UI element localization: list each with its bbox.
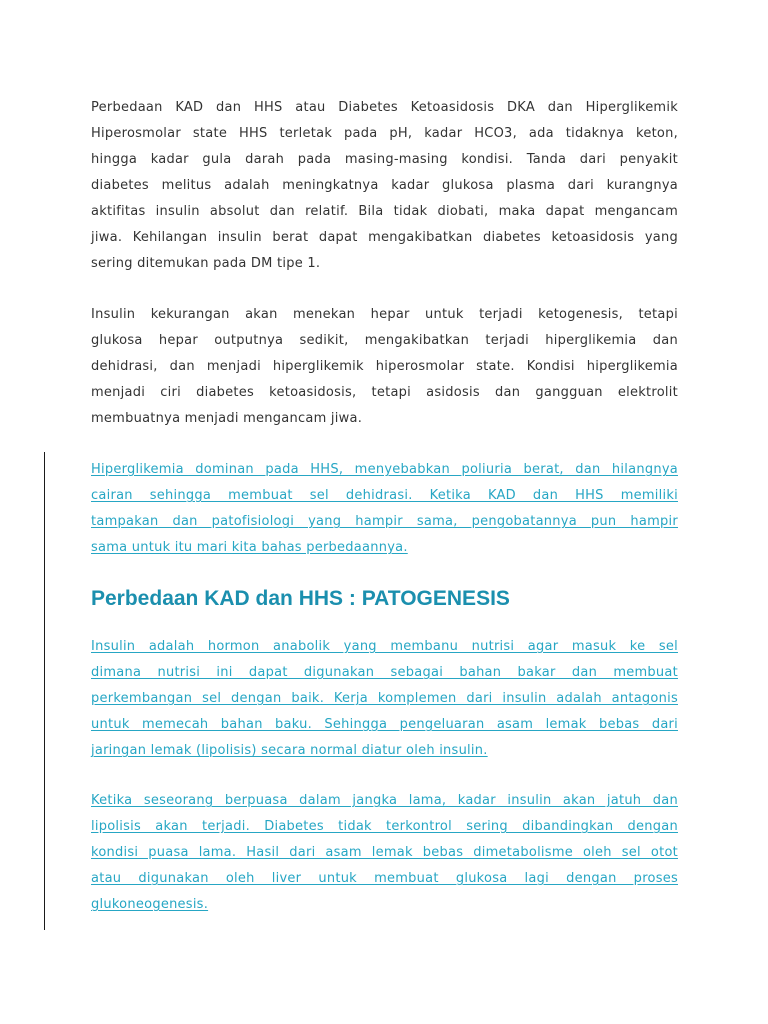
link-paragraph-fasting[interactable]: [91, 788, 678, 918]
link-line[interactable]: Ketika seseorang berpuasa dalam jangka lama, kadar insulin akan jatuh dan: [91, 793, 678, 808]
link-line[interactable]: jaringan lemak (lipolisis) secara normal diatur oleh insulin.: [91, 743, 488, 758]
link-line[interactable]: lipolisis akan terjadi. Diabetes tidak terkontrol sering dibandingkan dengan: [91, 819, 678, 834]
text-line: aktifitas insulin absolut dan relatif. Bila tidak diobati, maka dapat mengancam: [91, 204, 678, 219]
text-line: Hiperosmolar state HHS terletak pada pH, kadar HCO3, ada tidaknya keton,: [91, 126, 678, 141]
link-line[interactable]: atau digunakan oleh liver untuk membuat glukosa lagi dengan proses: [91, 871, 678, 886]
margin-rule: [44, 452, 45, 930]
link-line[interactable]: glukoneogenesis.: [91, 897, 209, 912]
paragraph-insulin-deficiency: [91, 302, 678, 432]
link-line[interactable]: tampakan dan patofisiologi yang hampir sama, pengobatannya pun hampir: [91, 514, 678, 529]
section-heading: Perbedaan KAD dan HHS : PATOGENESIS: [91, 587, 510, 610]
paragraph-intro: [91, 95, 678, 277]
link-line[interactable]: dimana nutrisi ini dapat digunakan sebagai bahan bakar dan membuat: [91, 665, 678, 680]
text-line: dehidrasi, dan menjadi hiperglikemik hiperosmolar state. Kondisi hiperglikemia: [91, 359, 678, 374]
link-line[interactable]: perkembangan sel dengan baik. Kerja komplemen dari insulin adalah antagonis: [91, 691, 678, 706]
link-line[interactable]: kondisi puasa lama. Hasil dari asam lemak bebas dimetabolisme oleh sel otot: [91, 845, 678, 860]
link-line[interactable]: sama untuk itu mari kita bahas perbedaannya.: [91, 540, 408, 555]
link-line[interactable]: Hiperglikemia dominan pada HHS, menyebabkan poliuria berat, dan hilangnya: [91, 462, 678, 477]
text-line: hingga kadar gula darah pada masing-masing kondisi. Tanda dari penyakit: [91, 152, 678, 167]
link-line[interactable]: untuk memecah bahan baku. Sehingga pengeluaran asam lemak bebas dari: [91, 717, 678, 732]
text-line: menjadi ciri diabetes ketoasidosis, tetapi asidosis dan gangguan elektrolit: [91, 385, 678, 400]
link-paragraph-insulin-role[interactable]: [91, 634, 678, 764]
text-line: membuatnya menjadi mengancam jiwa.: [91, 411, 363, 426]
text-line: glukosa hepar outputnya sedikit, mengakibatkan terjadi hiperglikemia dan: [91, 333, 678, 348]
text-line: diabetes melitus adalah meningkatnya kadar glukosa plasma dari kurangnya: [91, 178, 678, 193]
text-line: sering ditemukan pada DM tipe 1.: [91, 256, 321, 271]
link-line[interactable]: cairan sehingga membuat sel dehidrasi. Ketika KAD dan HHS memiliki: [91, 488, 678, 503]
link-line[interactable]: Insulin adalah hormon anabolik yang membanu nutrisi agar masuk ke sel: [91, 639, 678, 654]
link-paragraph-hyperglycemia[interactable]: [91, 457, 678, 561]
text-line: Insulin kekurangan akan menekan hepar untuk terjadi ketogenesis, tetapi: [91, 307, 678, 322]
text-line: Perbedaan KAD dan HHS atau Diabetes Ketoasidosis DKA dan Hiperglikemik: [91, 100, 678, 115]
text-line: jiwa. Kehilangan insulin berat dapat mengakibatkan diabetes ketoasidosis yang: [91, 230, 678, 245]
